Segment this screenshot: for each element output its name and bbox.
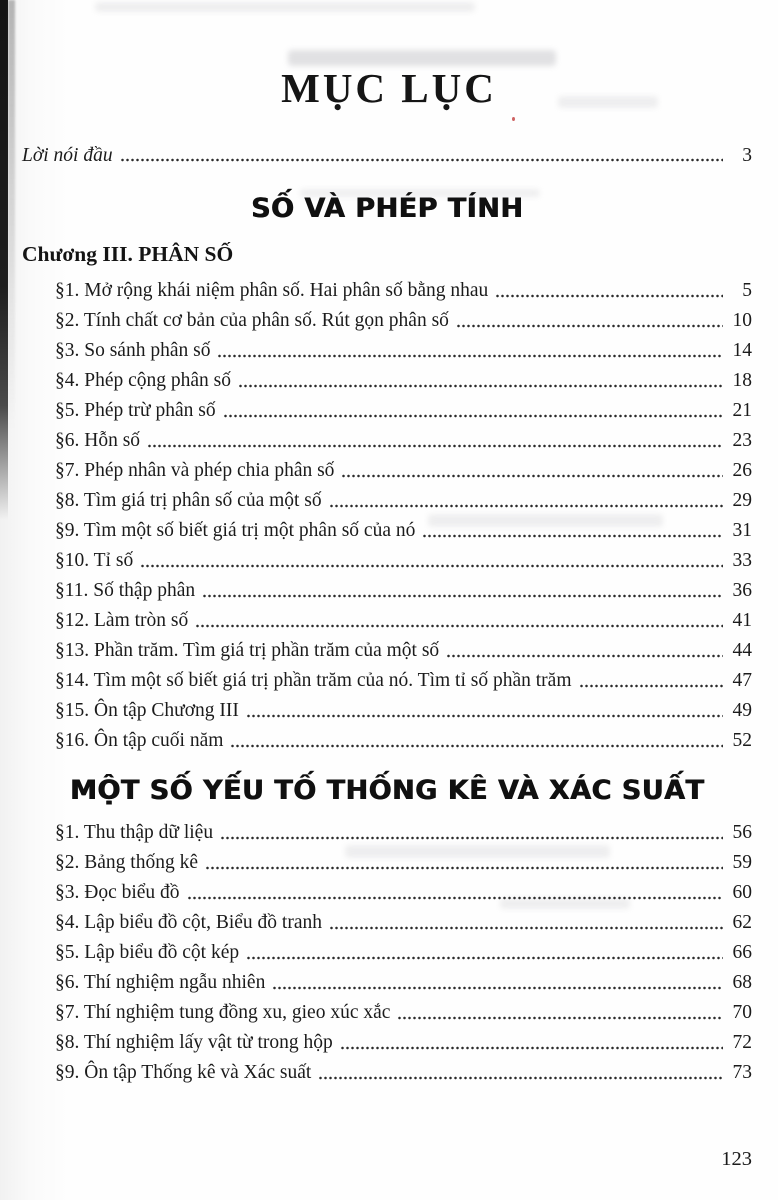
toc-entry-page-number: 18 xyxy=(732,370,752,391)
toc-entry-label: §8. Thí nghiệm lấy vật từ trong hộp xyxy=(55,1032,333,1053)
toc-entry-label: §2. Tính chất cơ bản của phân số. Rút gọn phân số xyxy=(55,310,449,331)
dot-leader xyxy=(446,653,723,659)
toc-entry-page-number: 62 xyxy=(732,912,752,933)
toc-entry-page-number: 14 xyxy=(732,340,752,361)
dot-leader xyxy=(230,743,723,749)
toc-entry xyxy=(55,486,752,516)
dot-leader xyxy=(120,157,723,163)
dot-leader xyxy=(217,353,723,359)
dot-leader xyxy=(246,955,723,961)
bleed-through-smudge xyxy=(95,2,475,12)
toc-entry xyxy=(55,336,752,366)
dot-leader xyxy=(579,683,724,689)
toc-entry xyxy=(55,426,752,456)
toc-entry xyxy=(55,276,752,306)
toc-entry-page-number: 60 xyxy=(732,882,752,903)
toc-entry xyxy=(55,546,752,576)
toc-entry-label: §1. Mở rộng khái niệm phân số. Hai phân số bằng nhau xyxy=(55,280,489,301)
toc-entry xyxy=(55,938,752,968)
toc-section xyxy=(22,772,752,1088)
dot-leader xyxy=(456,323,723,329)
toc-entry-label: §15. Ôn tập Chương III xyxy=(55,700,239,721)
toc-entry-label: §7. Thí nghiệm tung đồng xu, gieo xúc xắc xyxy=(55,1002,391,1023)
toc-entry-page-number: 49 xyxy=(732,700,752,721)
toc-entry-page-number: 73 xyxy=(732,1062,752,1083)
toc-entry-page-number: 44 xyxy=(732,640,752,661)
toc-entry-label: §13. Phần trăm. Tìm giá trị phần trăm của một số xyxy=(55,640,440,661)
toc-entry-page-number: 36 xyxy=(732,580,752,601)
toc-entry-label: §5. Lập biểu đồ cột kép xyxy=(55,942,240,963)
preface-row xyxy=(22,142,752,170)
toc-entry-page-number: 56 xyxy=(732,822,752,843)
toc-entry xyxy=(55,998,752,1028)
dot-leader xyxy=(140,563,723,569)
toc-entry-label: §4. Phép cộng phân số xyxy=(55,370,232,391)
dot-leader xyxy=(205,865,723,871)
dot-leader xyxy=(422,533,723,539)
chapter-heading: Chương III. PHÂN SỐ xyxy=(22,242,234,266)
toc-entry-label: §12. Làm tròn số xyxy=(55,610,189,631)
toc-entry xyxy=(55,636,752,666)
toc-entry-label: §6. Thí nghiệm ngẫu nhiên xyxy=(55,972,266,993)
toc-entry xyxy=(55,516,752,546)
toc-entry-label: §3. Đọc biểu đồ xyxy=(55,882,180,903)
toc-entry xyxy=(55,696,752,726)
toc-entry xyxy=(55,306,752,336)
toc-entry-page-number: 59 xyxy=(732,852,752,873)
dot-leader xyxy=(318,1075,723,1081)
dot-leader xyxy=(223,413,723,419)
toc-entry-page-number: 66 xyxy=(732,942,752,963)
toc-entry-label: §9. Tìm một số biết giá trị một phân số của nó xyxy=(55,520,416,541)
scan-speck xyxy=(512,117,515,121)
section-heading: SỐ VÀ PHÉP TÍNH xyxy=(250,193,524,224)
section-heading: MỘT SỐ YẾU TỐ THỐNG KÊ VÀ XÁC SUẤT xyxy=(69,775,705,806)
toc-entry xyxy=(55,878,752,908)
toc-sections xyxy=(22,190,752,1088)
toc-entry-label: §7. Phép nhân và phép chia phân số xyxy=(55,460,335,481)
toc-entry xyxy=(55,818,752,848)
toc-entry-label: §5. Phép trừ phân số xyxy=(55,400,216,421)
toc-entry-page-number: 52 xyxy=(732,730,752,751)
toc-entry xyxy=(55,606,752,636)
toc-entry-label: §6. Hỗn số xyxy=(55,430,141,451)
toc-entry-list xyxy=(22,276,752,756)
toc-entry-label: §10. Tỉ số xyxy=(55,550,134,571)
toc-entry-label: §3. So sánh phân số xyxy=(55,340,211,361)
toc-entry-page-number: 68 xyxy=(732,972,752,993)
toc-section xyxy=(22,190,752,756)
toc-entry-page-number: 21 xyxy=(732,400,752,421)
toc-entry-label: §1. Thu thập dữ liệu xyxy=(55,822,214,843)
toc-entry-label: §2. Bảng thống kê xyxy=(55,852,198,873)
toc-entry-page-number: 72 xyxy=(732,1032,752,1053)
toc-entry-page-number: 31 xyxy=(732,520,752,541)
dot-leader xyxy=(329,925,723,931)
toc-entry xyxy=(55,456,752,486)
preface-page-number: 3 xyxy=(742,145,752,166)
preface-label: Lời nói đầu xyxy=(22,145,113,166)
toc-entry-label: §9. Ôn tập Thống kê và Xác suất xyxy=(55,1062,312,1083)
toc-entry xyxy=(55,666,752,696)
dot-leader xyxy=(147,443,723,449)
toc-entry-label: §8. Tìm giá trị phân số của một số xyxy=(55,490,322,511)
toc-entry-label: §14. Tìm một số biết giá trị phần trăm của nó. Tìm tỉ số phần trăm xyxy=(55,670,572,691)
toc-entry-page-number: 5 xyxy=(742,280,752,301)
dot-leader xyxy=(340,1045,723,1051)
toc-entry-page-number: 26 xyxy=(732,460,752,481)
toc-entry-list xyxy=(22,818,752,1088)
toc-entry xyxy=(55,1028,752,1058)
toc-entry-page-number: 47 xyxy=(732,670,752,691)
dot-leader xyxy=(495,293,723,299)
dot-leader xyxy=(272,985,723,991)
toc-entry xyxy=(55,366,752,396)
toc-entry-page-number: 41 xyxy=(732,610,752,631)
dot-leader xyxy=(397,1015,723,1021)
dot-leader xyxy=(187,895,723,901)
toc-entry-label: §11. Số thập phân xyxy=(55,580,196,601)
toc-entry xyxy=(55,908,752,938)
toc-entry xyxy=(55,726,752,756)
toc-entry xyxy=(55,968,752,998)
dot-leader xyxy=(341,473,723,479)
toc-entry-page-number: 29 xyxy=(732,490,752,511)
toc-entry-page-number: 10 xyxy=(732,310,752,331)
folio-page-number: 123 xyxy=(721,1148,752,1170)
toc-entry xyxy=(55,576,752,606)
toc-entry-label: §16. Ôn tập cuối năm xyxy=(55,730,224,751)
dot-leader xyxy=(195,623,723,629)
dot-leader xyxy=(246,713,723,719)
toc-entry xyxy=(55,396,752,426)
toc-entry xyxy=(55,1058,752,1088)
dot-leader xyxy=(238,383,723,389)
toc-entry-page-number: 33 xyxy=(732,550,752,571)
toc-entry xyxy=(55,848,752,878)
toc-entry-page-number: 70 xyxy=(732,1002,752,1023)
dot-leader xyxy=(220,835,723,841)
page-title: MỤC LỤC xyxy=(281,65,497,111)
dot-leader xyxy=(202,593,723,599)
toc-entry-page-number: 23 xyxy=(732,430,752,451)
dot-leader xyxy=(329,503,723,509)
toc-entry-label: §4. Lập biểu đồ cột, Biểu đồ tranh xyxy=(55,912,322,933)
